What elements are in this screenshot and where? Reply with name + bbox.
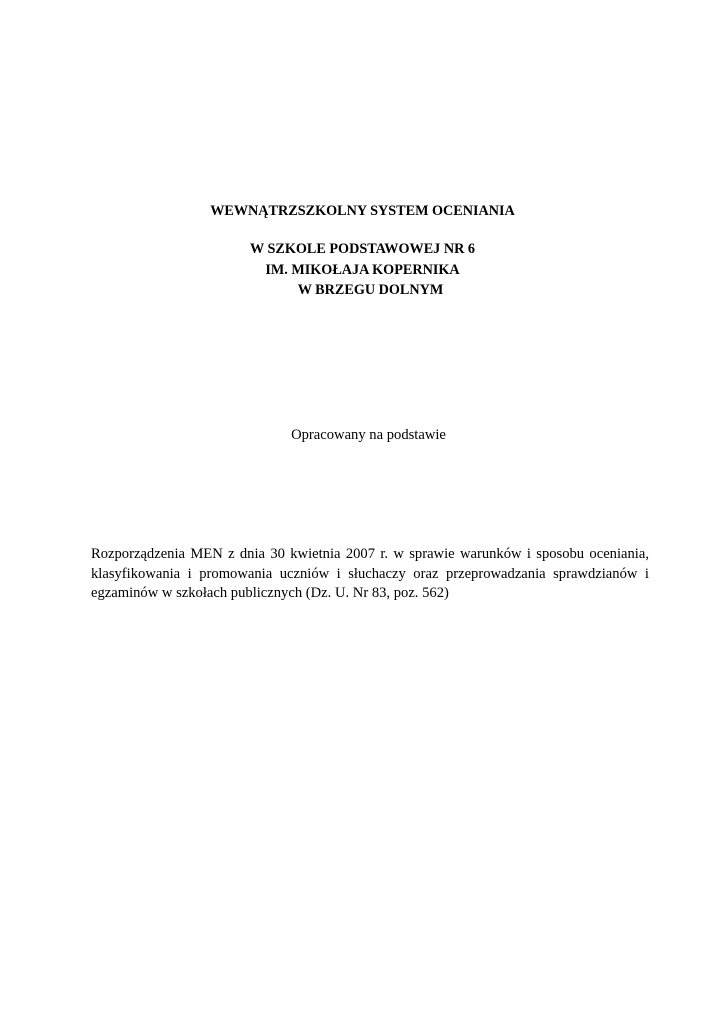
document-title: WEWNĄTRZSZKOLNY SYSTEM OCENIANIA bbox=[210, 203, 515, 219]
school-name-line-3: W BRZEGU DOLNYM bbox=[297, 282, 444, 298]
school-name-line-1: W SZKOLE PODSTAWOWEJ NR 6 bbox=[250, 241, 475, 257]
regulation-paragraph: Rozporządzenia MEN z dnia 30 kwietnia 2007 r. w sprawie warunków i sposobu oceniania, klasyfikowania i promowania uczniów i słuchaczy oraz przeprowadzania sprawdzianów i egzaminów w szkołach publicznych (Dz. U. Nr 83, poz. 562) bbox=[91, 546, 649, 601]
basis-label: Opracowany na podstawie bbox=[291, 427, 446, 443]
school-name-line-2: IM. MIKOŁAJA KOPERNIKA bbox=[265, 262, 460, 278]
